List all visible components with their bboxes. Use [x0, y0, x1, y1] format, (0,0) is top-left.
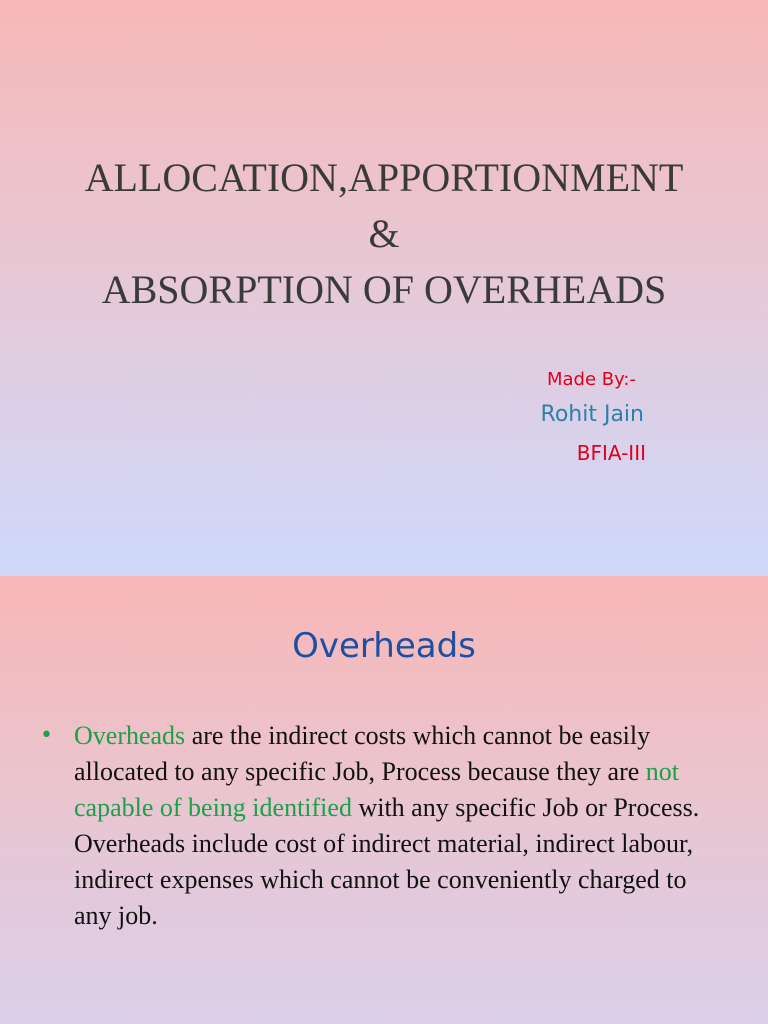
title-line-1: ALLOCATION,APPORTIONMENT — [84, 155, 684, 200]
bullet-icon: • — [40, 723, 53, 748]
author-name: Rohit Jain — [540, 402, 644, 427]
title-line-3: ABSORPTION OF OVERHEADS — [101, 267, 667, 312]
class-label: BFIA-III — [576, 441, 646, 465]
slide-heading: Overheads — [292, 626, 476, 666]
highlight-not-identified: not capable of being identified — [74, 757, 680, 822]
credits-block — [541, 365, 646, 471]
overheads-slide — [0, 576, 768, 1024]
bullet-text-part-1: are the indirect costs which cannot be easily allocated to any specific Job, Process because they are — [74, 721, 651, 786]
bullet-text — [74, 718, 730, 934]
bullet-point — [40, 718, 730, 934]
slide-title — [0, 150, 768, 318]
title-line-2: & — [368, 211, 400, 256]
made-by-label: Made By:- — [546, 369, 636, 390]
term-overheads: Overheads — [74, 721, 186, 750]
bullet-text-part-2: with any specific Job or Process. Overheads include cost of indirect material, indirect labour, indirect expenses which cannot be conveniently charged to any job. — [74, 793, 700, 930]
